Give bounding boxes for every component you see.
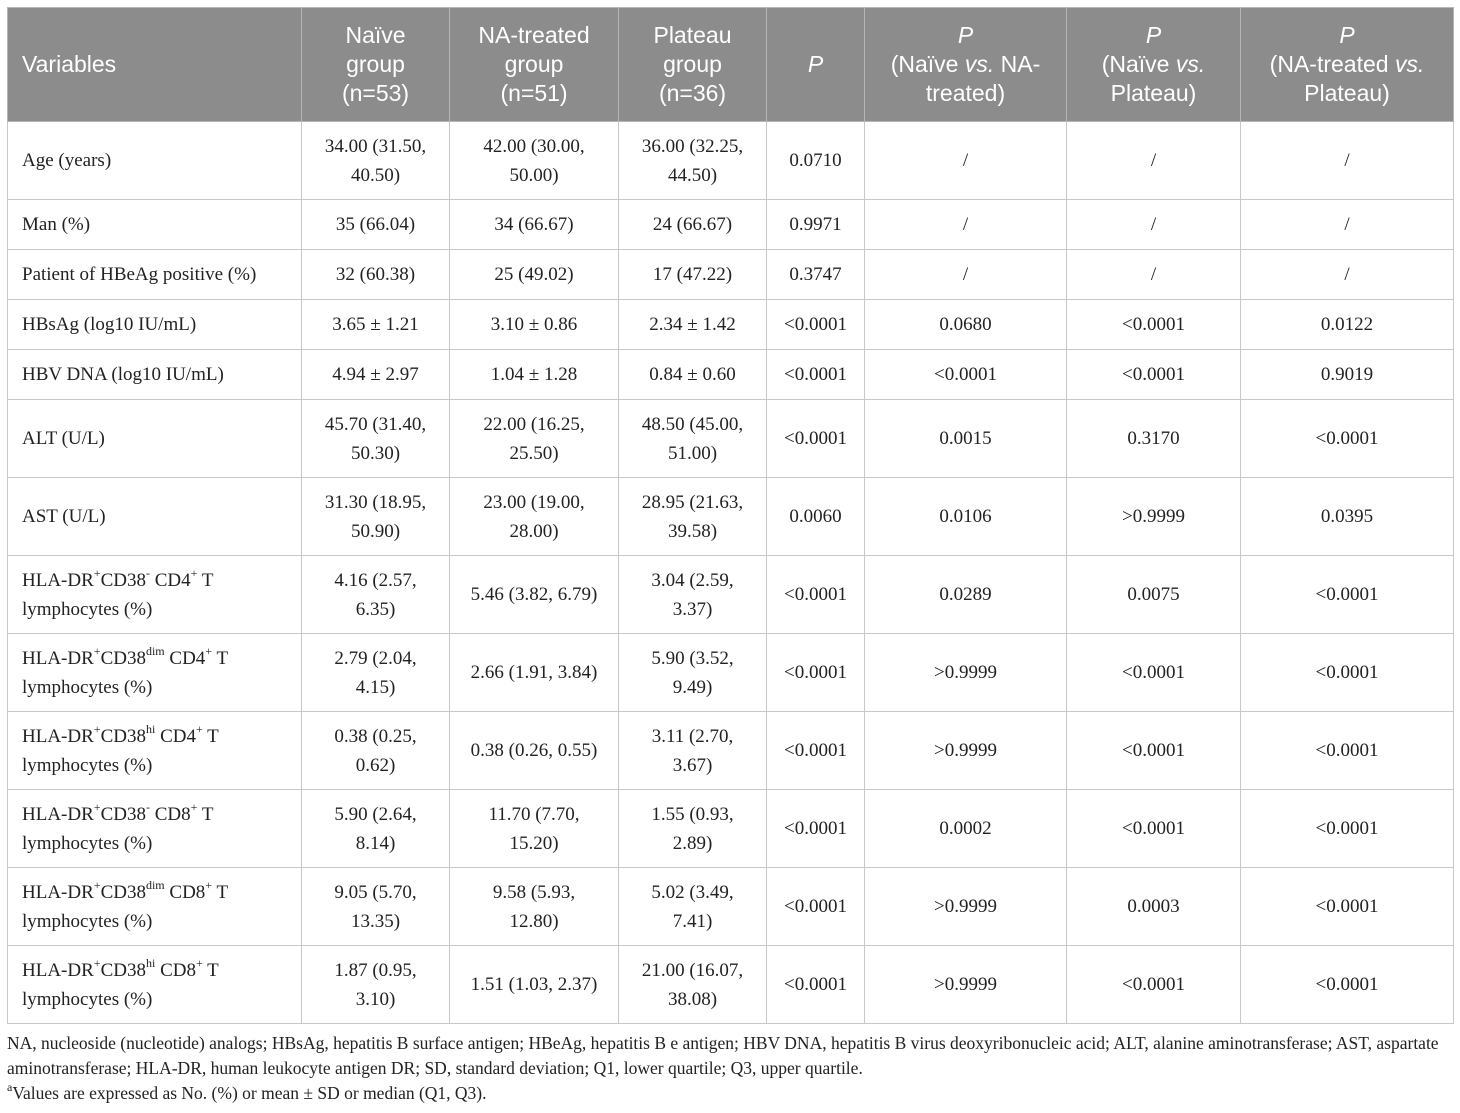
p-naive-vs-plateau-value: <0.0001	[1067, 946, 1241, 1024]
header-na-treated-group: NA-treated group (n=51)	[450, 8, 619, 122]
naive-value: 4.16 (2.57, 6.35)	[302, 556, 450, 634]
p-na-vs-plateau-value: 0.0122	[1241, 300, 1454, 350]
plateau-value: 36.00 (32.25, 44.50)	[619, 122, 767, 200]
variable-cell: HBsAg (log10 IU/mL)	[8, 300, 302, 350]
p-na-vs-plateau-value: <0.0001	[1241, 634, 1454, 712]
p-naive-vs-plateau-value: 0.3170	[1067, 400, 1241, 478]
header-plateau-group: Plateau group (n=36)	[619, 8, 767, 122]
table-row	[8, 556, 1454, 634]
footnote-values: $^a$Values are expressed as No. (%) or mean ± SD or median (Q1, Q3).	[7, 1080, 487, 1103]
plateau-value: 3.11 (2.70, 3.67)	[619, 712, 767, 790]
p-naive-vs-plateau-value: /	[1067, 250, 1241, 300]
variable-cell: HLA-DR+CD38- CD8+ T lymphocytes (%)	[8, 790, 302, 868]
p-na-vs-plateau-value: <0.0001	[1241, 946, 1454, 1024]
p-naive-vs-na-value: >0.9999	[865, 712, 1067, 790]
naive-value: 34.00 (31.50, 40.50)	[302, 122, 450, 200]
header-variables: Variables	[8, 8, 302, 122]
variable-cell: HLA-DR+CD38- CD4+ T lymphocytes (%)	[8, 556, 302, 634]
p-naive-vs-na-value: <0.0001	[865, 350, 1067, 400]
table-row	[8, 400, 1454, 478]
plateau-value: 17 (47.22)	[619, 250, 767, 300]
p-naive-vs-na-value: 0.0289	[865, 556, 1067, 634]
na-treated-value: 1.04 ± 1.28	[450, 350, 619, 400]
variable-cell: HLA-$DR^+CD38^{dim}$ CD8+ T lymphocytes (%)	[8, 868, 302, 946]
na-treated-value: 9.58 (5.93, 12.80)	[450, 868, 619, 946]
plateau-value: 28.95 (21.63, 39.58)	[619, 478, 767, 556]
results-table-wrapper	[7, 7, 1453, 1024]
p-value: <0.0001	[767, 400, 865, 478]
table-row	[8, 350, 1454, 400]
header-naive-group: Naïve group (n=53)	[302, 8, 450, 122]
p-value: 0.0060	[767, 478, 865, 556]
p-value: 0.3747	[767, 250, 865, 300]
plateau-value: 3.04 (2.59, 3.37)	[619, 556, 767, 634]
table-header	[8, 8, 1454, 122]
na-treated-value: 23.00 (19.00, 28.00)	[450, 478, 619, 556]
table-row	[8, 790, 1454, 868]
na-treated-value: 1.51 (1.03, 2.37)	[450, 946, 619, 1024]
p-naive-vs-plateau-value: <0.0001	[1067, 712, 1241, 790]
table-row	[8, 300, 1454, 350]
plateau-value: 2.34 ± 1.42	[619, 300, 767, 350]
p-naive-vs-na-value: >0.9999	[865, 946, 1067, 1024]
na-treated-value: 5.46 (3.82, 6.79)	[450, 556, 619, 634]
na-treated-value: 0.38 (0.26, 0.55)	[450, 712, 619, 790]
p-naive-vs-na-value: >0.9999	[865, 634, 1067, 712]
table-row	[8, 200, 1454, 250]
p-value: 0.0710	[767, 122, 865, 200]
table-row	[8, 634, 1454, 712]
p-value: <0.0001	[767, 634, 865, 712]
na-treated-value: 42.00 (30.00, 50.00)	[450, 122, 619, 200]
p-value: <0.0001	[767, 350, 865, 400]
naive-value: 3.65 ± 1.21	[302, 300, 450, 350]
table-row	[8, 712, 1454, 790]
p-naive-vs-na-value: 0.0002	[865, 790, 1067, 868]
naive-value: 1.87 (0.95, 3.10)	[302, 946, 450, 1024]
na-treated-value: 3.10 ± 0.86	[450, 300, 619, 350]
naive-value: 35 (66.04)	[302, 200, 450, 250]
p-na-vs-plateau-value: /	[1241, 250, 1454, 300]
na-treated-value: 34 (66.67)	[450, 200, 619, 250]
p-na-vs-plateau-value: 0.9019	[1241, 350, 1454, 400]
p-naive-vs-plateau-value: <0.0001	[1067, 790, 1241, 868]
naive-value: 9.05 (5.70, 13.35)	[302, 868, 450, 946]
p-naive-vs-na-value: /	[865, 200, 1067, 250]
plateau-value: 24 (66.67)	[619, 200, 767, 250]
naive-value: 4.94 ± 2.97	[302, 350, 450, 400]
variable-cell: Age (years)	[8, 122, 302, 200]
p-naive-vs-na-value: /	[865, 250, 1067, 300]
plateau-value: 1.55 (0.93, 2.89)	[619, 790, 767, 868]
naive-value: 0.38 (0.25, 0.62)	[302, 712, 450, 790]
p-naive-vs-plateau-value: /	[1067, 122, 1241, 200]
table-row	[8, 946, 1454, 1024]
na-treated-value: 2.66 (1.91, 3.84)	[450, 634, 619, 712]
p-na-vs-plateau-value: /	[1241, 200, 1454, 250]
p-na-vs-plateau-value: <0.0001	[1241, 790, 1454, 868]
p-na-vs-plateau-value: 0.0395	[1241, 478, 1454, 556]
na-treated-value: 25 (49.02)	[450, 250, 619, 300]
naive-value: 32 (60.38)	[302, 250, 450, 300]
p-value: 0.9971	[767, 200, 865, 250]
table-row	[8, 122, 1454, 200]
p-value: <0.0001	[767, 556, 865, 634]
header-p-na-vs-plateau: P (NA-treated vs. Plateau)	[1241, 8, 1454, 122]
header-p: P	[767, 8, 865, 122]
p-naive-vs-na-value: /	[865, 122, 1067, 200]
p-naive-vs-plateau-value: <0.0001	[1067, 634, 1241, 712]
na-treated-value: 22.00 (16.25, 25.50)	[450, 400, 619, 478]
plateau-value: 48.50 (45.00, 51.00)	[619, 400, 767, 478]
p-naive-vs-na-value: 0.0106	[865, 478, 1067, 556]
variable-cell: ALT (U/L)	[8, 400, 302, 478]
results-table	[7, 7, 1454, 1024]
table-row	[8, 250, 1454, 300]
plateau-value: 5.02 (3.49, 7.41)	[619, 868, 767, 946]
p-naive-vs-plateau-value: /	[1067, 200, 1241, 250]
variable-cell: HLA-$DR^+CD38^{dim}$ CD4+ T lymphocytes (%)	[8, 634, 302, 712]
variable-cell: Patient of HBeAg positive (%)	[8, 250, 302, 300]
variable-cell: HLA-$DR^+CD38^{hi}$ CD8+ T lymphocytes (%)	[8, 946, 302, 1024]
na-treated-value: 11.70 (7.70, 15.20)	[450, 790, 619, 868]
p-na-vs-plateau-value: /	[1241, 122, 1454, 200]
variable-cell: AST (U/L)	[8, 478, 302, 556]
p-value: <0.0001	[767, 712, 865, 790]
p-naive-vs-na-value: 0.0015	[865, 400, 1067, 478]
p-na-vs-plateau-value: <0.0001	[1241, 868, 1454, 946]
p-na-vs-plateau-value: <0.0001	[1241, 400, 1454, 478]
header-p-naive-vs-na: P (Naïve vs. NA- treated)	[865, 8, 1067, 122]
variable-cell: HBV DNA (log10 IU/mL)	[8, 350, 302, 400]
table-row	[8, 478, 1454, 556]
p-naive-vs-plateau-value: <0.0001	[1067, 350, 1241, 400]
naive-value: 31.30 (18.95, 50.90)	[302, 478, 450, 556]
naive-value: 45.70 (31.40, 50.30)	[302, 400, 450, 478]
plateau-value: 0.84 ± 0.60	[619, 350, 767, 400]
footnotes	[7, 1031, 1453, 1106]
p-naive-vs-plateau-value: 0.0003	[1067, 868, 1241, 946]
naive-value: 2.79 (2.04, 4.15)	[302, 634, 450, 712]
p-value: <0.0001	[767, 946, 865, 1024]
variable-cell: HLA-$DR^+CD38^{hi}$ CD4+ T lymphocytes (%)	[8, 712, 302, 790]
p-naive-vs-plateau-value: >0.9999	[1067, 478, 1241, 556]
table-row	[8, 868, 1454, 946]
footnote-abbreviations: NA, nucleoside (nucleotide) analogs; HBsAg, hepatitis B surface antigen; HBeAg, hepatitis B e antigen; HBV DNA, hepatitis B virus deoxyribonucleic acid; ALT, alanine aminotransferase; AST, aspartate aminotransferase; HLA-DR, human leukocyte antigen DR; SD, standard deviation; Q1, lower quartile; Q3, upper quartile.	[7, 1033, 1439, 1078]
p-naive-vs-plateau-value: <0.0001	[1067, 300, 1241, 350]
p-value: <0.0001	[767, 868, 865, 946]
p-na-vs-plateau-value: <0.0001	[1241, 556, 1454, 634]
table-body	[8, 122, 1454, 1024]
plateau-value: 21.00 (16.07, 38.08)	[619, 946, 767, 1024]
p-naive-vs-na-value: >0.9999	[865, 868, 1067, 946]
p-value: <0.0001	[767, 790, 865, 868]
header-p-naive-vs-plateau: P (Naïve vs. Plateau)	[1067, 8, 1241, 122]
naive-value: 5.90 (2.64, 8.14)	[302, 790, 450, 868]
p-value: <0.0001	[767, 300, 865, 350]
p-naive-vs-plateau-value: 0.0075	[1067, 556, 1241, 634]
p-naive-vs-na-value: 0.0680	[865, 300, 1067, 350]
variable-cell: Man (%)	[8, 200, 302, 250]
plateau-value: 5.90 (3.52, 9.49)	[619, 634, 767, 712]
p-na-vs-plateau-value: <0.0001	[1241, 712, 1454, 790]
